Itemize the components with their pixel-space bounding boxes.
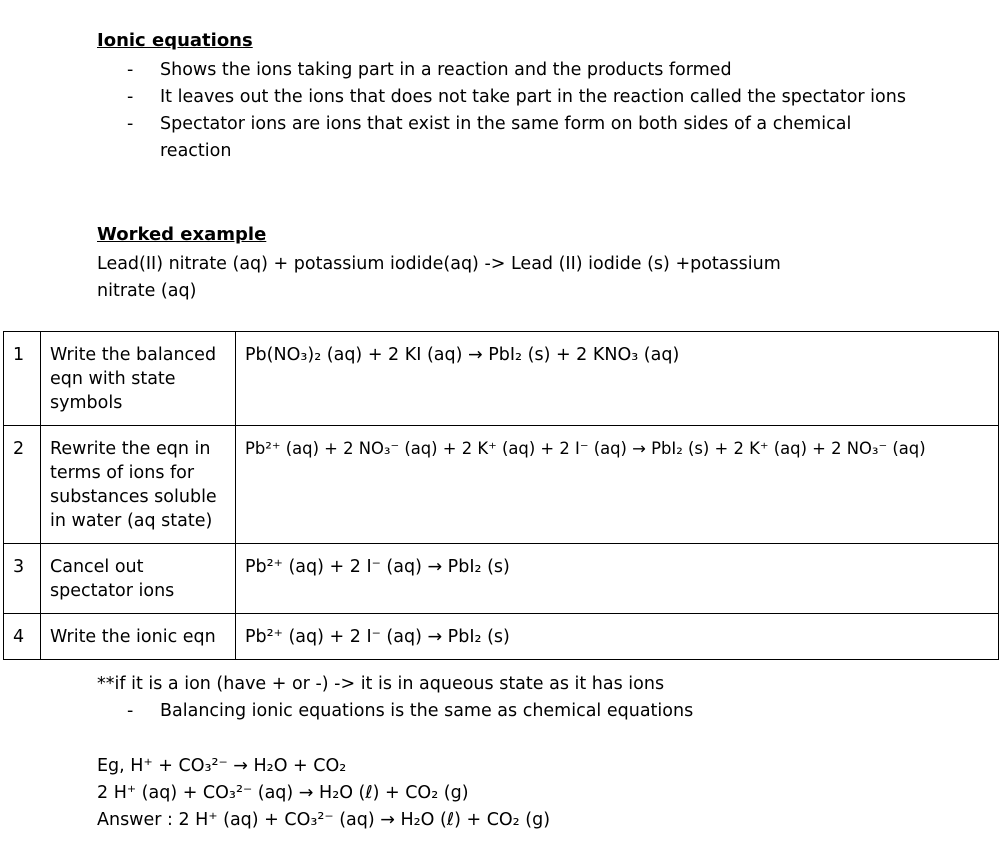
bullet-dash: - — [127, 114, 134, 134]
bullet-text: Shows the ions taking part in a reaction and the products formed — [160, 60, 732, 80]
example-equation: Eg, H⁺ + CO₃²⁻ → H₂O + CO₂ — [97, 756, 347, 776]
aqueous-state-note: **if it is a ion (have + or -) -> it is in aqueous state as it has ions — [97, 674, 665, 694]
ionic-equations-bullets — [97, 57, 917, 165]
list-item — [97, 111, 917, 165]
table-row — [4, 544, 999, 614]
steps-table — [3, 331, 999, 660]
balanced-equation: 2 H⁺ (aq) + CO₃²⁻ (aq) → H₂O (ℓ) + CO₂ (g) — [97, 783, 469, 803]
step-equation: Pb²⁺ (aq) + 2 NO₃⁻ (aq) + 2 K⁺ (aq) + 2 I⁻ (aq) → PbI₂ (s) + 2 K⁺ (aq) + 2 NO₃⁻ (aq) — [236, 426, 999, 544]
answer-equation: Answer : 2 H⁺ (aq) + CO₃²⁻ (aq) → H₂O (ℓ) + CO₂ (g) — [97, 810, 551, 830]
step-number: 4 — [4, 614, 41, 660]
bullet-text: Spectator ions are ions that exist in the same form on both sides of a chemical reaction — [160, 114, 852, 161]
bullet-dash: - — [127, 60, 134, 80]
step-label: Cancel out spectator ions — [41, 544, 236, 614]
table-row — [4, 426, 999, 544]
step-equation: Pb²⁺ (aq) + 2 I⁻ (aq) → PbI₂ (s) — [236, 614, 999, 660]
step-equation: Pb(NO₃)₂ (aq) + 2 KI (aq) → PbI₂ (s) + 2 KNO₃ (aq) — [236, 332, 999, 426]
step-equation: Pb²⁺ (aq) + 2 I⁻ (aq) → PbI₂ (s) — [236, 544, 999, 614]
list-item — [97, 57, 917, 84]
step-number: 2 — [4, 426, 41, 544]
step-number: 1 — [4, 332, 41, 426]
step-label: Write the ionic eqn — [41, 614, 236, 660]
step-number: 3 — [4, 544, 41, 614]
worked-example-line-1: Lead(II) nitrate (aq) + potassium iodide(aq) -> Lead (II) iodide (s) +potassium — [97, 254, 781, 274]
step-label: Rewrite the eqn in terms of ions for substances soluble in water (aq state) — [41, 426, 236, 544]
ionic-equations-heading: Ionic equations — [97, 30, 253, 51]
worked-example-heading: Worked example — [97, 224, 267, 245]
table-row — [4, 614, 999, 660]
balancing-note-bullet — [127, 698, 693, 725]
bullet-dash: - — [127, 87, 134, 107]
bullet-text: It leaves out the ions that does not take part in the reaction called the spectator ions — [160, 87, 906, 107]
bullet-text: Balancing ionic equations is the same as chemical equations — [160, 701, 694, 721]
worked-example-line-2: nitrate (aq) — [97, 281, 197, 301]
bullet-dash: - — [127, 701, 134, 721]
list-item — [97, 84, 917, 111]
table-row — [4, 332, 999, 426]
step-label: Write the balanced eqn with state symbols — [41, 332, 236, 426]
